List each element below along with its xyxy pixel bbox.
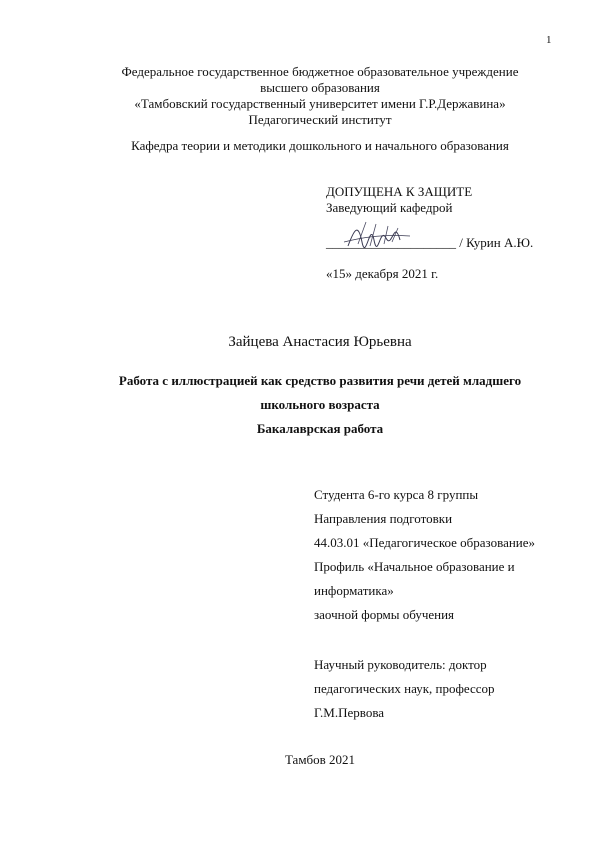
page-number: 1 xyxy=(546,34,552,46)
approval-date: «15» декабря 2021 г. xyxy=(326,266,439,281)
student-info-line-3: 44.03.01 «Педагогическое образование» xyxy=(314,535,536,550)
student-info-line-1: Студента 6-го курса 8 группы xyxy=(314,487,479,502)
header-line-1: Федеральное государственное бюджетное образовательное учреждение xyxy=(121,64,519,79)
header-line-4: Педагогический институт xyxy=(248,112,392,127)
supervisor-line-2: педагогических наук, профессор xyxy=(314,681,495,696)
work-type: Бакалаврская работа xyxy=(256,421,384,436)
department: Кафедра теории и методики дошкольного и начального образования xyxy=(131,138,509,153)
admitted-label: ДОПУЩЕНА К ЗАЩИТЕ xyxy=(326,184,473,199)
student-info-line-4: Профиль «Начальное образование и xyxy=(314,559,515,574)
student-info-line-6: заочной формы обучения xyxy=(314,607,455,622)
supervisor-line-3: Г.М.Первова xyxy=(314,705,385,720)
header-line-3: «Тамбовский государственный университет имени Г.Р.Державина» xyxy=(134,96,506,111)
signature-line: ____________________ / Курин А.Ю. xyxy=(326,235,534,250)
title-line-1: Работа с иллюстрацией как средство развития речи детей младшего xyxy=(118,373,522,388)
student-info-line-5: информатика» xyxy=(314,583,394,598)
supervisor-line-1: Научный руководитель: доктор xyxy=(314,657,487,672)
title-line-2: школьного возраста xyxy=(260,397,380,412)
student-info-line-2: Направления подготовки xyxy=(314,511,453,526)
author-name: Зайцева Анастасия Юрьевна xyxy=(228,334,412,350)
city-year: Тамбов 2021 xyxy=(284,752,356,767)
department-head-label: Заведующий кафедрой xyxy=(326,200,453,215)
header-line-2: высшего образования xyxy=(260,80,380,95)
